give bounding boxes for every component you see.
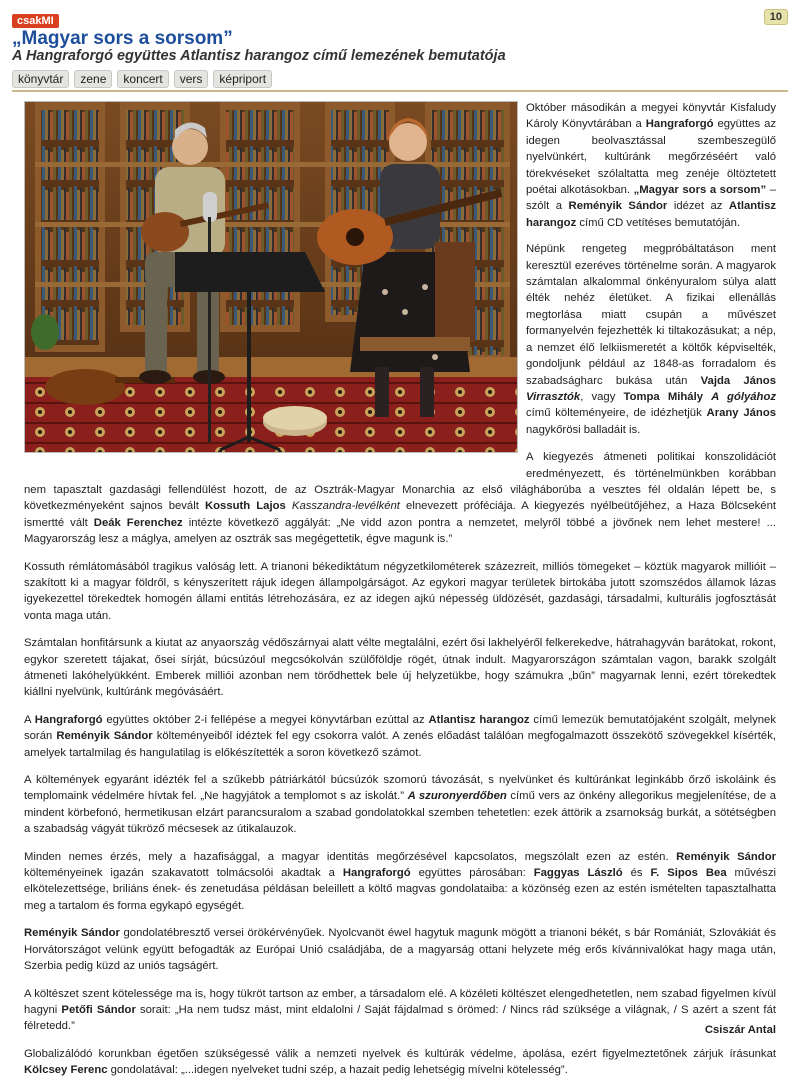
paragraph-6: A Hangraforgó együttes október 2-i fellépése a megyei könyvtárban ezúttal az Atlantisz harangoz című lemezük bemutatójaként szolgált, melynek során Reményik Sándor költeményeiből idéztek fel egy csokorra valót. A zenés előadást találóan megfogalmazott összekötő szövegekkel kísérték, amelyek tartalmilag és hangulatilag is előkészítették a soron következő számot. [24,713,776,759]
top-bar [0,0,800,30]
paragraph-5: Számtalan honfitársunk a kiutat az anyaország védőszárnyai alatt vélte megtalálni, ezért ősi lakhelyéről felkerekedve, hátrahagyván barátokat, rokont, egykor szeretett tájakat, ősei sírját, búcsúzóul megcsókolván szülőföldje rögét, útnak indult. Magyarországon számtalan vagon, barakk szolgált átmeneti lakóhelyükként. Emberek milliói azonban nem törődhettek bele új helyzetükbe, hogy számukra „bűn” magyarnak lenni, ezért törekedtek kiállni nyelvünk, kultúránk megóvásáért. [24,637,776,699]
paragraph-1: Október másodikán a megyei könyvtár Kisfaludy Károly Könyvtárában a Hangraforgó együttes az idegen beolvasztással szembeszegülő nyelvünkért, kultúránk megőrzéséért való törekvéseket szólaltatta meg zenéje öltöztetett poétai alkotásokban. „Magyar sors a sorsom” – szólt a Reményik Sándor idézet az Atlantisz harangoz című CD vetítéses bemutatóján. [526,102,776,229]
author-signature: Csiszár Antal [704,1024,776,1036]
tag-zene[interactable]: zene [74,70,112,88]
page-title: „Magyar sors a sorsom” [12,28,233,49]
header-divider [12,90,788,92]
tag-vers[interactable]: vers [174,70,209,88]
paragraph-10: A költészet szent kötelessége ma is, hogy tükröt tartson az ember, a társadalom elé. A közéleti költészet elengedhetetlen, nem szabad figyelmen kívül hagyni Petőfi Sándor sorait: „Ha nem tudsz mást, mint eldalolni / Saját fájdalmad s örömed: / Nincs rád szüksége a világnak, / S azért a szent fát félretedd.” [24,987,776,1033]
category-badge[interactable]: csakMI [12,14,59,28]
page-number: 10 [764,9,788,25]
tag-kepriport[interactable]: képriport [213,70,272,88]
paragraph-9: Reményik Sándor gondolatébresztő versei örökérvényűek. Nyolcvanöt éwel hagytuk magunk mögött a trianoni békét, s bár Romániát, Szlovákiát és Horvátországot velünk együtt befogadták az Európai Unió családjába, de a magyarság ottani helyzete még erős kívánnivalókat hagy maga után, Szerbia pedig küzd az uniós tagságért. [24,927,776,973]
tag-konyvtar[interactable]: könyvtár [12,70,69,88]
paragraph-8: Minden nemes érzés, mely a hazafisággal, a magyar identitás megőrzésével kapcsolatos, megszólalt ezen az estén. Reményik Sándor költeményeinek igazán szakavatott tolmácsolói akadtak a Hangraforgó együttes párosában: Faggyas László és F. Sipos Bea művészi elkötelezettsége, briliáns ének- és zenetudása példásan beleillett a költő magvas gondolataiba: a közönség ezen az estén ismételten tapasztalhatta meg a tartalom és forma egykapó egységét. [24,850,776,912]
paragraph-7: A költemények egyaránt idézték fel a szűkebb pátriárkától búcsúzók szomorú távozását, s nyelvünket és kultúránkat leginkább őrző iskoláink és templomaink védelmére hívtak fel. „Ne hagyjátok a templomot s az iskolát.” A szuronyerdőben című vers az önkény allegorikus megjelenítése, de a mindent körbefonó, hermetikusan elzárt parancsuralom a szabad gondolatokkal szemben tehetetlen: ezek áttörik a zsarnokság burkát, a sötétségben a szabadság vágyát tükröző mécsesek az útikalauzok. [24,774,776,836]
paragraph-11: Globalizálódó korunkban égetően szükségessé válik a nemzeti nyelvek és kultúrák védelme, ápolása, ezért figyelmeztetőnek zárjuk írásunkat Kölcsey Ferenc gondolatával: „...idegen nyelveket tudni szép, a hazait pedig lehetségig mívelni kötelesség”. [24,1047,776,1077]
concert-photo[interactable] [24,101,518,453]
tag-koncert[interactable]: koncert [117,70,168,88]
page-subtitle: A Hangraforgó együttes Atlantisz harangoz című lemezének bemutatója [12,48,506,64]
paragraph-2: Népünk rengeteg megpróbáltatáson ment keresztül ezeréves történelme során. A magyarok számtalan alkalommal önkényuralom súlya alatt élték nehéz életüket. A fizikai ellenállás megtorlása miatt csupán a művészet formanyelvén fejezhették ki tiltakozásukat; a nép, a nemzet élő lelkiismeretét a költők képviselték, gondoljunk például az 1848-as forradalom és szabadságharc bukása után Vajda János Virrasztók, vagy Tompa Mihály A gólyához című költeményeire, de idézhetjük Arany János nagykőrösi balladáit is. [526,243,777,436]
tag-list [12,70,272,88]
paragraph-3: A kiegyezés átmeneti politikai konszolidációt eredményezett, és történelmünkben korábban nem tapasztalt gazdasági fellendülést hozott, de az Osztrák-Magyar Monarchia az első világháborúba a vesztes fél oldalán lépett be, s következményeként sajnos bevált Kossuth Lajos Kasszandra-levélként elnevezett próféciája. A kiegyezés nyélbeütőjéhez, a Haza Bölcseként ismertté vált Deák Ferenchez intézte következő aggályát: „Ne vidd azon pontra a nemzetet, melyről többé a jövőnek nem lehet mestere! ... Magyarország lesz a máglya, amelyen az osztrák sas megégettetik, égve magunk is.” [24,451,777,546]
paragraph-4: Kossuth rémlátomásából tragikus valóság lett. A trianoni békediktátum négyzetkilométerek százezreit, milliós tömegeket – köztük magyarok millióit – szakított ki a magyar földről, s kényszerített rájuk idegen állampolgárságot. Az egykori magyar területek birtokába jutott szomszédos államok lázas igyekezettel törekedtek homogén állami entitás létrehozására, ez az idegen ajkú népesség üldözését, gazdasági, társadalmi, kulturális jogfosztását vonta maga után. [24,560,776,622]
